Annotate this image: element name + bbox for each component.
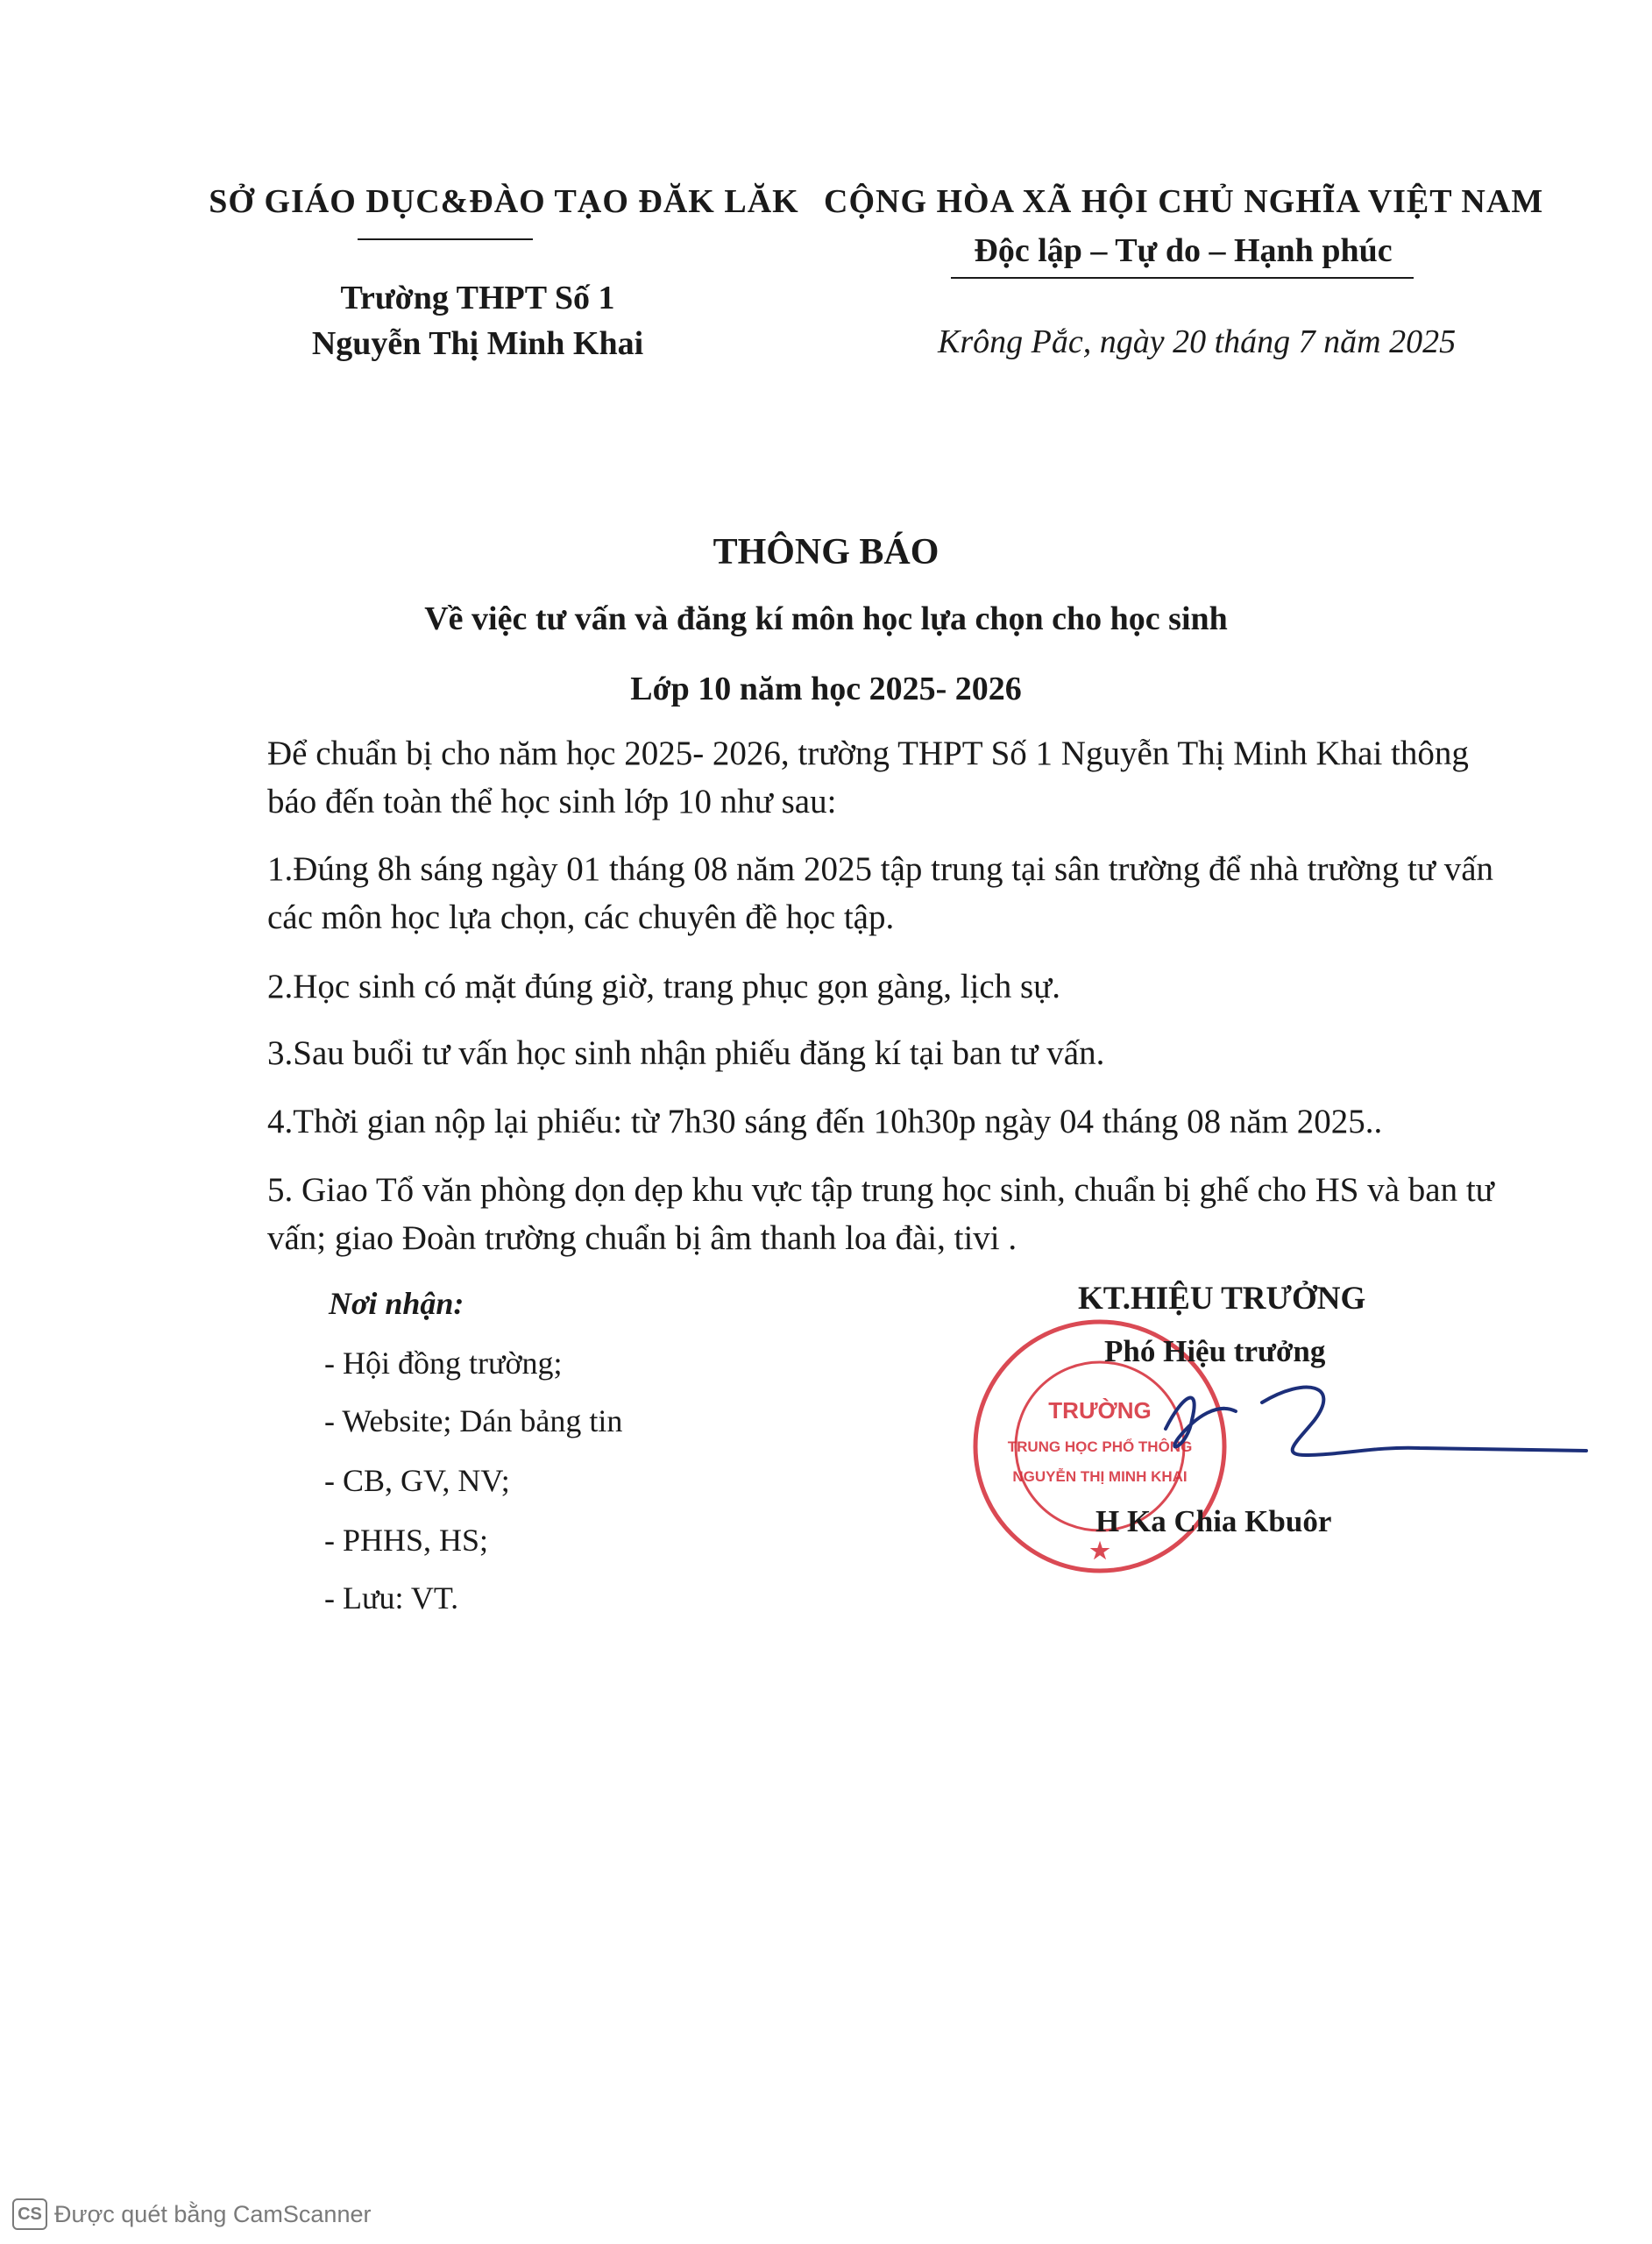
scanner-watermark-text: Được quét bằng CamScanner <box>54 2200 372 2227</box>
department-name: SỞ GIÁO DỤC&ĐÀO TẠO ĐĂK LĂK <box>209 183 799 220</box>
notice-item-4: 4.Thời gian nộp lại phiếu: từ 7h30 sáng đến 10h30p ngày 04 tháng 08 năm 2025.. <box>267 1103 1383 1140</box>
signatory-name: H Ka Chia Kbuôr <box>1095 1504 1332 1538</box>
intro-paragraph: Để chuẩn bị cho năm học 2025- 2026, trường THPT Số 1 Nguyễn Thị Minh Khai thông báo đến toàn thể học sinh lớp 10 như sau: <box>267 735 1469 820</box>
scanner-watermark <box>12 2198 371 2230</box>
notice-item-2: 2.Học sinh có mặt đúng giờ, trang phục gọn gàng, lịch sự. <box>267 968 1061 1005</box>
department-underline <box>358 238 533 240</box>
notice-item-1: 1.Đúng 8h sáng ngày 01 tháng 08 năm 2025 tập trung tại sân trường để nhà trường tư vấn các môn học lựa chọn, các chuyên đề học tập. <box>267 850 1494 936</box>
recipient-item: - Lưu: VT. <box>324 1580 459 1616</box>
recipient-item: - CB, GV, NV; <box>324 1463 510 1498</box>
national-motto: Độc lập – Tự do – Hạnh phúc <box>974 232 1393 269</box>
recipient-item: - Hội đồng trường; <box>324 1346 563 1381</box>
place-and-date: Krông Pắc, ngày 20 tháng 7 năm 2025 <box>938 323 1457 360</box>
document-target: Lớp 10 năm học 2025- 2026 <box>630 671 1022 707</box>
recipient-item: - PHHS, HS; <box>324 1523 489 1558</box>
camscanner-icon: CS <box>12 2198 47 2230</box>
school-name-line2: Nguyễn Thị Minh Khai <box>311 325 644 362</box>
svg-text:★: ★ <box>1089 1537 1110 1564</box>
signature-title: KT.HIỆU TRƯỞNG <box>1078 1281 1366 1317</box>
notice-item-3: 3.Sau buổi tư vấn học sinh nhận phiếu đăng kí tại ban tư vấn. <box>267 1034 1105 1072</box>
stamp-center-text: TRƯỜNG <box>1048 1397 1152 1424</box>
school-name-line1: Trường THPT Số 1 <box>340 280 615 316</box>
notice-item-5: 5. Giao Tổ văn phòng dọn dẹp khu vực tập trung học sinh, chuẩn bị ghế cho HS và ban tư vấn; giao Đoàn trường chuẩn bị âm thanh loa đài, tivi . <box>267 1171 1494 1257</box>
recipient-item: - Website; Dán bảng tin <box>324 1403 623 1438</box>
motto-underline <box>951 277 1414 279</box>
recipients-title: Nơi nhận: <box>329 1286 464 1321</box>
svg-text:NGUYỄN THỊ MINH KHAI: NGUYỄN THỊ MINH KHAI <box>1012 1468 1188 1485</box>
signatory-role: Phó Hiệu trưởng <box>1104 1334 1326 1368</box>
handwritten-signature <box>1131 1367 1595 1473</box>
document-subject: Về việc tư vấn và đăng kí môn học lựa chọn cho học sinh <box>424 600 1228 637</box>
document-title: THÔNG BÁO <box>713 532 939 572</box>
nation-name: CỘNG HÒA XÃ HỘI CHỦ NGHĨA VIỆT NAM <box>824 183 1544 220</box>
svg-text:TRUNG HỌC PHỔ THÔNG: TRUNG HỌC PHỔ THÔNG <box>1007 1438 1193 1455</box>
